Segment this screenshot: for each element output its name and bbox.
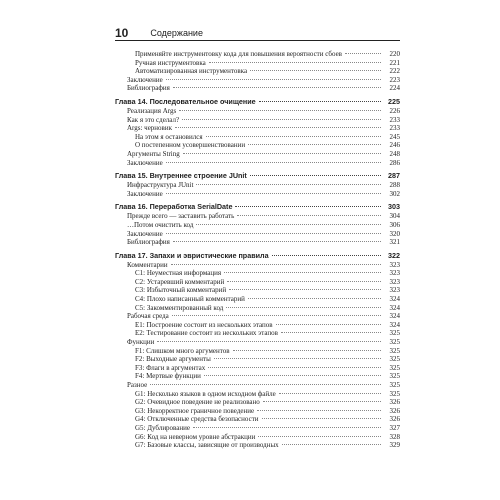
dot-leader <box>173 87 381 88</box>
entry-title: Args: черновик <box>127 124 173 133</box>
dot-leader <box>250 70 381 71</box>
entry-title: О постепенном усовершенствовании <box>135 141 246 150</box>
dot-leader <box>183 153 381 154</box>
page-ref: 306 <box>389 220 400 229</box>
toc-entry <box>115 84 400 93</box>
toc-entry <box>115 59 400 68</box>
dot-leader <box>209 62 381 63</box>
entry-title: C3: Избыточный комментарий <box>135 286 227 295</box>
entry-title: Ручная инструментовка <box>135 58 206 67</box>
page-ref: 325 <box>389 338 400 347</box>
dot-leader <box>257 410 381 411</box>
page-ref: 328 <box>389 432 400 441</box>
dot-leader <box>258 436 381 437</box>
dot-leader <box>281 332 381 333</box>
page-ref: 325 <box>389 346 400 355</box>
page-ref: 323 <box>389 277 400 286</box>
toc-entry <box>115 312 400 321</box>
dot-leader <box>172 315 381 316</box>
entry-title: Автоматизированная инструментовка <box>135 67 248 76</box>
entry-title: Библиография <box>127 238 170 247</box>
dot-leader <box>233 350 381 351</box>
entry-title: Заключение <box>127 229 163 238</box>
header-title: Содержание <box>150 28 203 38</box>
entry-title: Как я это сделал? <box>127 115 180 124</box>
toc-entry <box>115 107 400 116</box>
toc-chapter <box>115 250 400 261</box>
page-ref: 248 <box>389 149 400 158</box>
dot-leader <box>272 255 381 256</box>
toc-chapter <box>115 201 400 212</box>
page-ref: 324 <box>389 312 400 321</box>
dot-leader <box>248 144 381 145</box>
toc-entry <box>115 407 400 416</box>
toc-entry <box>115 67 400 76</box>
page-ref: 322 <box>388 250 400 260</box>
toc-entry <box>115 321 400 330</box>
dot-leader <box>166 193 381 194</box>
toc-entry <box>115 398 400 407</box>
entry-title: C2: Устаревший комментарий <box>135 277 225 286</box>
entry-title: G6: Код на неверном уровне абстракции <box>135 432 256 441</box>
toc-entry <box>115 364 400 373</box>
dot-leader <box>227 281 381 282</box>
dot-leader <box>262 418 382 419</box>
entry-title: F1: Слишком много аргументов <box>135 346 230 355</box>
page-ref: 323 <box>389 269 400 278</box>
dot-leader <box>196 224 381 225</box>
page-ref: 222 <box>389 67 400 76</box>
toc-entry <box>115 390 400 399</box>
entry-title: Заключение <box>127 189 163 198</box>
dot-leader <box>282 444 381 445</box>
toc-entry <box>115 124 400 133</box>
page-ref: 320 <box>389 229 400 238</box>
toc-entry <box>115 278 400 287</box>
dot-leader <box>166 162 381 163</box>
page-header <box>115 24 400 41</box>
dot-leader <box>206 136 381 137</box>
entry-title: Применяйте инструментовку кода для повышения вероятности сбоев <box>135 50 342 58</box>
page-ref: 287 <box>388 171 400 181</box>
page-ref: 303 <box>388 202 400 212</box>
dot-leader <box>235 206 381 207</box>
page-ref: 302 <box>389 189 400 198</box>
dot-leader <box>166 233 381 234</box>
toc-entry <box>115 261 400 270</box>
entry-title: Заключение <box>127 158 163 167</box>
toc-entry <box>115 338 400 347</box>
dot-leader <box>279 393 381 394</box>
toc-entry <box>115 295 400 304</box>
page-ref: 225 <box>388 96 400 106</box>
page-ref: 326 <box>389 415 400 424</box>
page-ref: 286 <box>389 158 400 167</box>
page-ref: 323 <box>389 260 400 269</box>
page-ref: 329 <box>389 441 400 450</box>
page-ref: 245 <box>389 132 400 141</box>
dot-leader <box>345 53 381 54</box>
entry-title: Библиография <box>127 84 170 93</box>
dot-leader <box>214 358 381 359</box>
toc-entry <box>115 190 400 199</box>
page-ref: 224 <box>389 84 400 93</box>
entry-title: Инфраструктура JUnit <box>127 181 194 190</box>
page-ref: 324 <box>389 295 400 304</box>
toc-entry <box>115 116 400 125</box>
toc-entry <box>115 221 400 230</box>
dot-leader <box>248 298 381 299</box>
entry-title: C5: Закомментированный код <box>135 303 224 312</box>
page-ref: 325 <box>389 389 400 398</box>
page-ref: 326 <box>389 406 400 415</box>
toc-entry <box>115 441 400 450</box>
toc-entry <box>115 150 400 159</box>
page-ref: 220 <box>389 50 400 58</box>
toc-entry <box>115 181 400 190</box>
entry-title: G3: Некорректное граничное поведение <box>135 406 255 415</box>
toc-entry <box>115 212 400 221</box>
page-ref: 246 <box>389 141 400 150</box>
page-number: 10 <box>115 26 129 40</box>
page-ref: 324 <box>389 320 400 329</box>
entry-title: Функции <box>127 338 155 347</box>
entry-title: C4: Плохо написанный комментарий <box>135 295 245 304</box>
entry-title: Аргументы String <box>127 149 180 158</box>
dot-leader <box>208 367 381 368</box>
entry-title: C1: Неуместная информация <box>135 269 222 278</box>
toc-entry <box>115 238 400 247</box>
entry-title: Рабочая среда <box>127 312 169 321</box>
page-ref: 233 <box>389 124 400 133</box>
dot-leader <box>193 427 381 428</box>
entry-title: На этом я остановился <box>135 132 203 141</box>
entry-title: G2: Очевидное поведение не реализовано <box>135 398 260 407</box>
dot-leader <box>229 289 381 290</box>
dot-leader <box>259 101 381 102</box>
page-ref: 324 <box>389 303 400 312</box>
dot-leader <box>226 307 381 308</box>
page-ref: 321 <box>389 238 400 247</box>
entry-title: G1: Несколько языков в одном исходном файле <box>135 389 276 398</box>
entry-title: E1: Построение состоит из нескольких этапов <box>135 320 273 329</box>
dot-leader <box>173 241 381 242</box>
toc-entry <box>115 159 400 168</box>
page-ref: 233 <box>389 115 400 124</box>
page-ref: 223 <box>389 75 400 84</box>
toc-entry <box>115 76 400 85</box>
entry-title: F2: Выходные аргументы <box>135 355 211 364</box>
page-ref: 288 <box>389 181 400 190</box>
toc-entry <box>115 372 400 381</box>
chapter-title: Глава 17. Запахи и эвристические правила <box>115 250 269 260</box>
entry-title: E2: Тестирование состоит из нескольких этапов <box>135 329 278 338</box>
page-ref: 326 <box>389 398 400 407</box>
page-ref: 325 <box>389 329 400 338</box>
toc-entry <box>115 133 400 142</box>
entry-title: F4: Мертвые функции <box>135 372 201 381</box>
dot-leader <box>276 324 381 325</box>
table-of-contents <box>115 50 400 450</box>
entry-title: …Потом очистить код <box>127 220 194 229</box>
page-ref: 325 <box>389 363 400 372</box>
dot-leader <box>204 375 381 376</box>
dot-leader <box>150 384 381 385</box>
dot-leader <box>224 272 381 273</box>
dot-leader <box>182 119 381 120</box>
page-ref: 325 <box>389 355 400 364</box>
toc-entry <box>115 433 400 442</box>
toc-entry <box>115 347 400 356</box>
toc-entry <box>115 286 400 295</box>
toc-entry <box>115 269 400 278</box>
entry-title: Комментарии <box>127 260 168 269</box>
toc-entry <box>115 381 400 390</box>
entry-title: Прежде всего — заставить работать <box>127 212 235 221</box>
toc-entry <box>115 415 400 424</box>
toc-entry <box>115 329 400 338</box>
entry-title: Разное <box>127 381 148 389</box>
page-ref: 325 <box>389 381 400 389</box>
page-ref: 226 <box>389 106 400 115</box>
dot-leader <box>157 341 381 342</box>
chapter-title: Глава 14. Последовательное очищение <box>115 96 256 106</box>
entry-title: G4: Отключенные средства безопасности <box>135 415 259 424</box>
page-ref: 221 <box>389 58 400 67</box>
page-ref: 325 <box>389 372 400 381</box>
toc-chapter <box>115 96 400 107</box>
dot-leader <box>263 401 381 402</box>
toc-chapter <box>115 170 400 181</box>
toc-entry <box>115 304 400 313</box>
dot-leader <box>166 79 381 80</box>
toc-entry <box>115 424 400 433</box>
page-ref: 323 <box>389 286 400 295</box>
toc-entry <box>115 141 400 150</box>
entry-title: G7: Базовые классы, зависящие от производных <box>135 441 279 450</box>
chapter-title: Глава 16. Переработка SerialDate <box>115 202 233 212</box>
entry-title: G5: Дублирование <box>135 423 190 432</box>
dot-leader <box>237 215 381 216</box>
chapter-title: Глава 15. Внутреннее строение JUnit <box>115 171 247 181</box>
dot-leader <box>175 127 381 128</box>
entry-title: F3: Флаги в аргументах <box>135 363 206 372</box>
toc-entry <box>115 230 400 239</box>
dot-leader <box>250 175 381 176</box>
entry-title: Заключение <box>127 75 163 84</box>
toc-entry <box>115 355 400 364</box>
page-ref: 327 <box>389 423 400 432</box>
toc-entry <box>115 50 400 59</box>
entry-title: Реализация Args <box>127 106 177 115</box>
page-ref: 304 <box>389 212 400 221</box>
dot-leader <box>171 264 381 265</box>
dot-leader <box>179 110 381 111</box>
dot-leader <box>196 184 381 185</box>
